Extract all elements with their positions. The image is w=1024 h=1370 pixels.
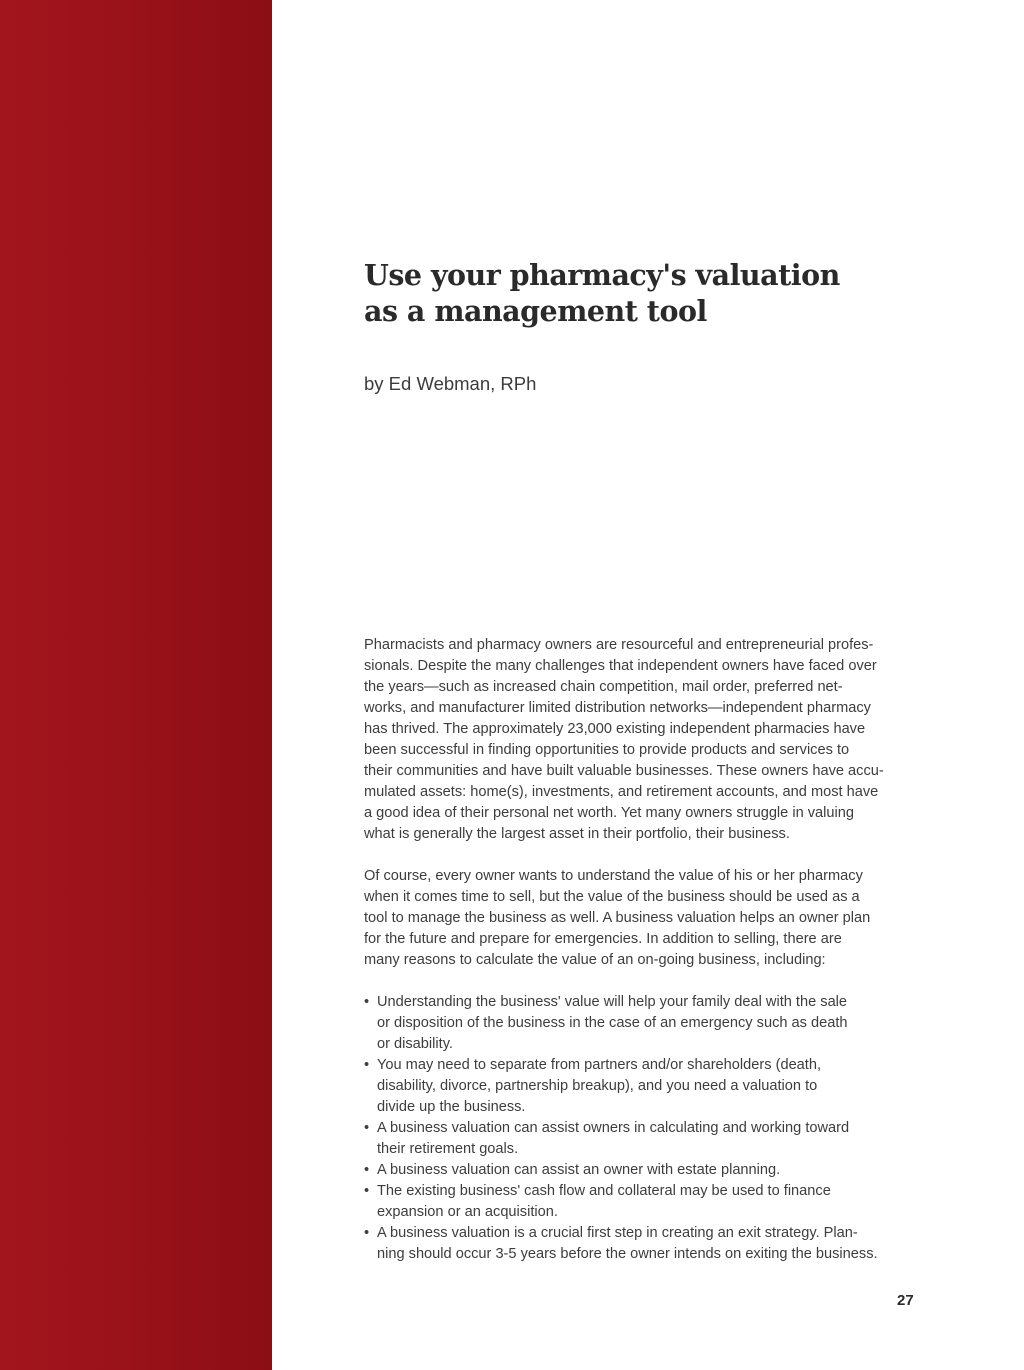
bullet-line: expansion or an acquisition. xyxy=(377,1204,558,1220)
paragraph-line: been successful in finding opportunities to provide products and services to xyxy=(364,742,850,758)
bullet-item xyxy=(364,1160,924,1181)
article-title-line-1: Use your pharmacy's valuation xyxy=(364,258,840,292)
bullet-icon: • xyxy=(364,1225,370,1241)
paragraph-1 xyxy=(364,635,924,845)
bullet-line: their retirement goals. xyxy=(377,1141,519,1157)
paragraph-line: for the future and prepare for emergencies. In addition to selling, there are xyxy=(364,931,842,947)
bullet-line: A business valuation is a crucial first step in creating an exit strategy. Plan- xyxy=(377,1225,858,1241)
paragraph-line: a good idea of their personal net worth. Yet many owners struggle in valuing xyxy=(364,805,855,821)
bullet-icon: • xyxy=(364,994,370,1010)
bullet-item xyxy=(364,1118,924,1160)
article-body xyxy=(364,635,924,1265)
bullet-line: disability, divorce, partnership breakup), and you need a valuation to xyxy=(377,1078,818,1094)
paragraph-line: Pharmacists and pharmacy owners are resourceful and entrepreneurial profes- xyxy=(364,637,874,653)
bullet-line: divide up the business. xyxy=(377,1099,526,1115)
article-title xyxy=(364,257,924,329)
bullet-line: The existing business' cash flow and collateral may be used to finance xyxy=(377,1183,831,1199)
paragraph-line: sionals. Despite the many challenges that independent owners have faced over xyxy=(364,658,877,674)
bullet-item xyxy=(364,1223,924,1265)
bullet-line: or disposition of the business in the case of an emergency such as death xyxy=(377,1015,848,1031)
bullet-icon: • xyxy=(364,1162,370,1178)
paragraph-line: works, and manufacturer limited distribution networks—independent pharmacy xyxy=(364,700,871,716)
bullet-line: You may need to separate from partners and/or shareholders (death, xyxy=(377,1057,822,1073)
paragraph-line: what is generally the largest asset in their portfolio, their business. xyxy=(364,826,790,842)
paragraph-line: has thrived. The approximately 23,000 existing independent pharmacies have xyxy=(364,721,866,737)
bullet-line: Understanding the business' value will help your family deal with the sale xyxy=(377,994,848,1010)
article-title-line-2: as a management tool xyxy=(364,294,707,328)
paragraph-line: mulated assets: home(s), investments, and retirement accounts, and most have xyxy=(364,784,879,800)
bullet-item xyxy=(364,992,924,1055)
bullet-line: ning should occur 3-5 years before the owner intends on exiting the business. xyxy=(377,1246,878,1262)
paragraph-2 xyxy=(364,866,924,971)
bullet-line: A business valuation can assist owners in calculating and working toward xyxy=(377,1120,850,1136)
bullet-icon: • xyxy=(364,1183,370,1199)
bullet-line: A business valuation can assist an owner with estate planning. xyxy=(377,1162,781,1178)
bullet-line: or disability. xyxy=(377,1036,453,1052)
paragraph-line: many reasons to calculate the value of an on-going business, including: xyxy=(364,952,826,968)
paragraph-line: when it comes time to sell, but the value of the business should be used as a xyxy=(364,889,860,905)
page-number: 27 xyxy=(897,1292,914,1309)
paragraph-line: their communities and have built valuable businesses. These owners have accu- xyxy=(364,763,884,779)
paragraph-line: the years—such as increased chain competition, mail order, preferred net- xyxy=(364,679,843,695)
red-sidebar-panel xyxy=(0,0,272,1370)
bullet-item xyxy=(364,1181,924,1223)
paragraph-spacer xyxy=(364,845,924,866)
bullet-item xyxy=(364,1055,924,1118)
paragraph-line: tool to manage the business as well. A business valuation helps an owner plan xyxy=(364,910,871,926)
article-byline: by Ed Webman, RPh xyxy=(364,373,537,394)
paragraph-spacer xyxy=(364,971,924,992)
paragraph-line: Of course, every owner wants to understand the value of his or her pharmacy xyxy=(364,868,863,884)
reasons-bullet-list xyxy=(364,992,924,1265)
bullet-icon: • xyxy=(364,1057,370,1073)
bullet-icon: • xyxy=(364,1120,370,1136)
